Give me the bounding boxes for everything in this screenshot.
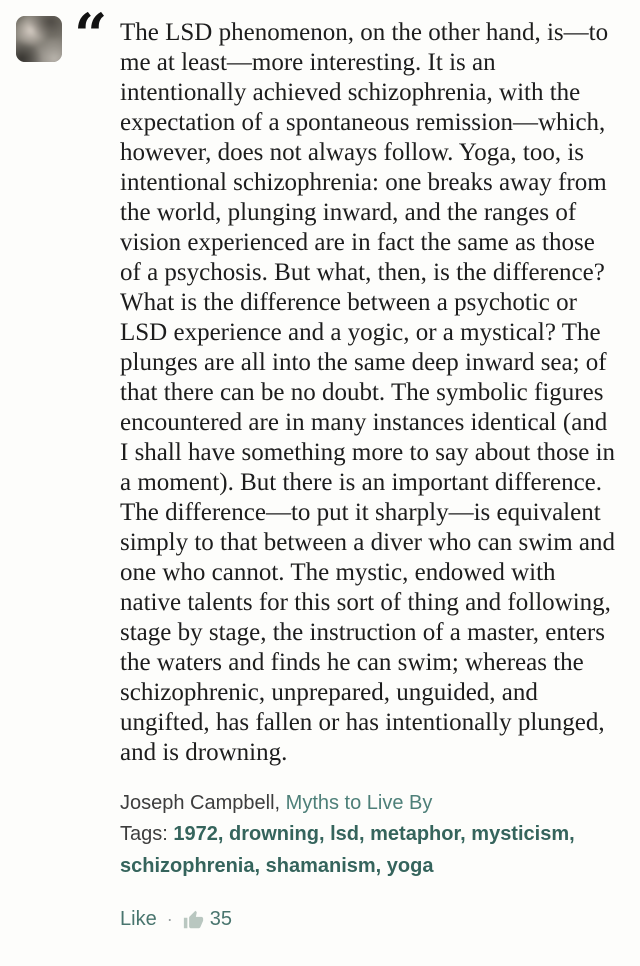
tag-link[interactable]: drowning bbox=[228, 823, 319, 845]
tag-separator: , bbox=[217, 823, 229, 845]
dot-separator: · bbox=[166, 909, 173, 929]
avatar[interactable] bbox=[16, 16, 62, 62]
tag-link[interactable]: lsd bbox=[330, 823, 359, 845]
like-button[interactable]: Like bbox=[120, 908, 157, 930]
tag-link[interactable]: yoga bbox=[386, 855, 434, 877]
avatar-image bbox=[16, 16, 62, 62]
like-count: 35 bbox=[209, 908, 232, 930]
tags-list bbox=[120, 823, 575, 877]
tag-separator: , bbox=[318, 823, 331, 845]
tag-link[interactable]: 1972 bbox=[173, 823, 218, 845]
tag-link[interactable]: mysticism bbox=[471, 823, 570, 845]
tags-line bbox=[120, 818, 620, 882]
tag-link[interactable]: shamanism bbox=[265, 855, 376, 877]
tags-label: Tags: bbox=[120, 823, 174, 845]
tag-separator: , bbox=[359, 823, 371, 845]
open-quote-icon: “ bbox=[74, 1, 106, 69]
tag-separator: , bbox=[460, 823, 472, 845]
author-name[interactable]: Joseph Campbell bbox=[120, 792, 275, 814]
tag-link[interactable]: schizophrenia bbox=[120, 855, 255, 877]
tag-separator: , bbox=[254, 855, 266, 877]
tag-separator: , bbox=[569, 823, 575, 845]
actions-bar bbox=[120, 908, 620, 931]
author-separator: , bbox=[274, 792, 286, 814]
tag-link[interactable]: metaphor bbox=[370, 823, 461, 845]
tag-separator: , bbox=[375, 855, 387, 877]
quote-text: The LSD phenomenon, on the other hand, is—to me at least—more interesting. It is an intentionally achieved schizophrenia, with the expectation of a spontaneous remission—which, however, does not always follow. Yoga, too, is intentional schizophrenia: one breaks away from the world, plunging inward, and the ranges of vision experienced are in fact the same as those of a psychosis. But what, then, is the difference? What is the difference between a psychotic or LSD experience and a yogic, or a mystical? The plunges are all into the same deep inward sea; of that there can be no doubt. The symbolic figures encountered are in many instances identical (and I shall have something more to say about those in a moment). But there is an important difference. The difference—to put it sharply—is equivalent simply to that between a diver who can swim and one who cannot. The mystic, endowed with native talents for this sort of thing and following, stage by stage, the instruction of a master, enters the waters and finds he can swim; whereas the schizophrenic, unprepared, unguided, and ungifted, has fallen or has intentionally plunged, and is drowning. bbox=[120, 19, 616, 766]
book-title-link[interactable]: Myths to Live By bbox=[285, 792, 433, 814]
like-count-badge[interactable] bbox=[183, 908, 232, 931]
quote-body bbox=[120, 16, 620, 931]
attribution bbox=[120, 788, 620, 818]
thumb-up-icon bbox=[183, 909, 204, 930]
